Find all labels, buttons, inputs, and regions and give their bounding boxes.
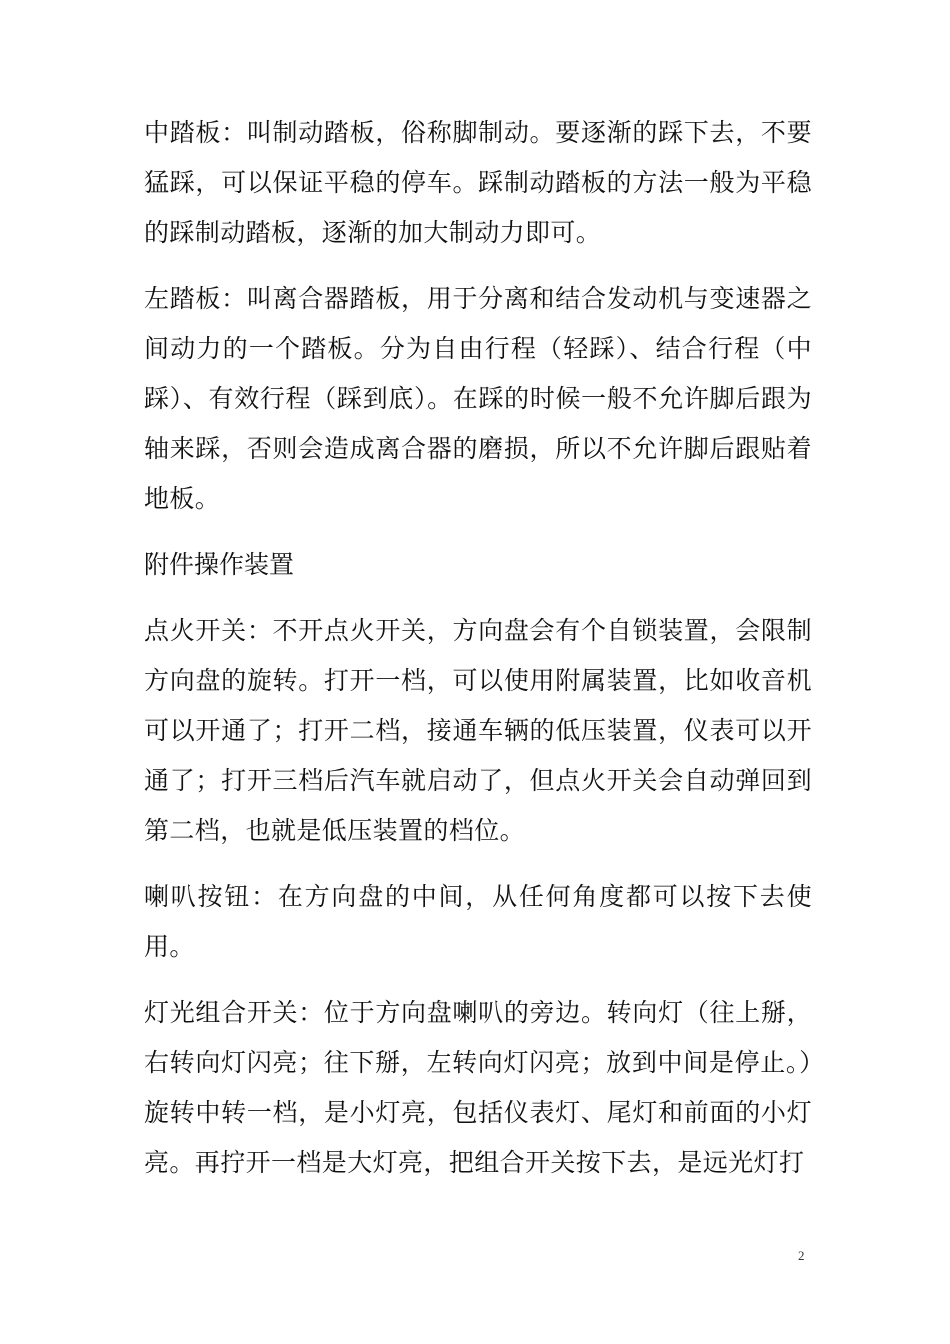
paragraph-light-switch: 灯光组合开关：位于方向盘喇叭的旁边。转向灯（往上掰，右转向灯闪亮；往下掰，左转向灯闪亮；放到中间是停止。）旋转中转一档，是小灯亮，包括仪表灯、尾灯和前面的小灯亮。再拧开一档是大灯亮，把组合开关按下去，是远光灯打 xyxy=(144,998,812,1177)
paragraph-ignition-switch: 点火开关：不开点火开关，方向盘会有个自锁装置，会限制方向盘的旋转。打开一档，可以使用附属装置，比如收音机可以开通了；打开二档，接通车辆的低压装置，仪表可以开通了；打开三档后汽车就启动了，但点火开关会自动弹回到第二档，也就是低压装置的档位。 xyxy=(144,616,812,845)
paragraph-clutch-pedal: 左踏板：叫离合器踏板，用于分离和结合发动机与变速器之间动力的一个踏板。分为自由行程（轻踩）、结合行程（中踩）、有效行程（踩到底）。在踩的时候一般不允许脚后跟为轴来踩，否则会造成离合器的磨损，所以不允许脚后跟贴着地板。 xyxy=(144,284,812,513)
paragraph-horn-button: 喇叭按钮：在方向盘的中间，从任何角度都可以按下去使用。 xyxy=(144,882,812,961)
page-number: 2 xyxy=(798,1248,805,1263)
paragraph-brake-pedal: 中踏板：叫制动踏板，俗称脚制动。要逐渐的踩下去，不要猛踩，可以保证平稳的停车。踩制动踏板的方法一般为平稳的踩制动踏板，逐渐的加大制动力即可。 xyxy=(144,118,812,247)
document-body xyxy=(144,108,812,1204)
section-heading-accessories: 附件操作装置 xyxy=(144,550,295,579)
